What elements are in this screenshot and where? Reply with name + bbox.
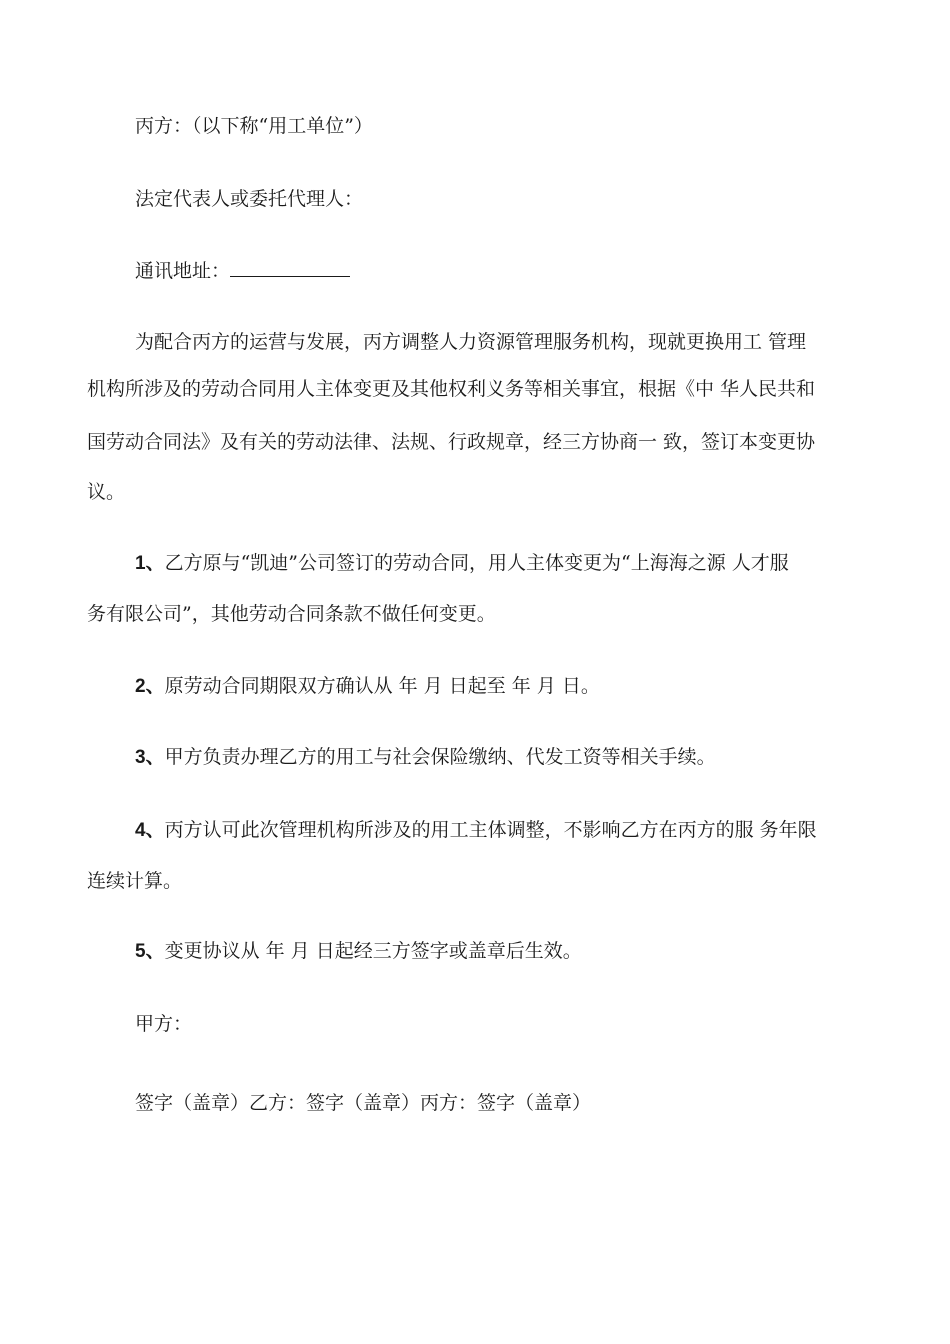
clause-number: 5、 [135, 941, 165, 962]
intro-line: 机构所涉及的劳动合同用人主体变更及其他权利义务等相关事宜，根据《中 华人民共和 [87, 378, 816, 400]
clause-3 [135, 748, 716, 767]
intro-line: 议。 [87, 481, 126, 503]
clause-text: 甲方负责办理乙方的用工与社会保险缴纳、代发工资等相关手续。 [164, 746, 716, 768]
clause-number: 4、 [135, 820, 165, 841]
clause-number: 2、 [135, 676, 165, 697]
address-label: 通讯地址： [135, 260, 231, 282]
clause-text: 丙方认可此次管理机构所涉及的用工主体调整，不影响乙方在丙方的服 务年限 [164, 819, 817, 841]
intro-line: 为配合丙方的运营与发展，丙方调整人力资源管理服务机构，现就更换用工 管理 [135, 331, 807, 353]
party-c-label: 丙方：（以下称“用工单位”） [135, 115, 373, 137]
clause-5 [135, 942, 582, 961]
address-row [135, 262, 350, 281]
clause-2 [135, 677, 600, 696]
clause-4 [135, 821, 817, 840]
clause-1-continuation: 务有限公司”，其他劳动合同条款不做任何变更。 [87, 603, 496, 625]
clause-number: 1、 [135, 553, 165, 574]
signature-line: 签字（盖章）乙方：签字（盖章）丙方：签字（盖章） [135, 1092, 592, 1114]
clause-number: 3、 [135, 747, 165, 768]
party-a-signature-label: 甲方： [135, 1013, 193, 1035]
clause-text: 变更协议从 年 月 日起经三方签字或盖章后生效。 [164, 940, 582, 962]
intro-line: 国劳动合同法》及有关的劳动法律、法规、行政规章，经三方协商一 致，签订本变更协 [87, 431, 816, 453]
clause-text: 乙方原与“凯迪”公司签订的劳动合同，用人主体变更为“上海海之源 人才服 [164, 552, 789, 574]
clause-4-continuation: 连续计算。 [87, 870, 183, 892]
address-blank-line [230, 262, 350, 277]
representative-label: 法定代表人或委托代理人： [135, 188, 364, 210]
clause-text: 原劳动合同期限双方确认从 年 月 日起至 年 月 日。 [164, 675, 600, 697]
clause-1 [135, 554, 789, 573]
